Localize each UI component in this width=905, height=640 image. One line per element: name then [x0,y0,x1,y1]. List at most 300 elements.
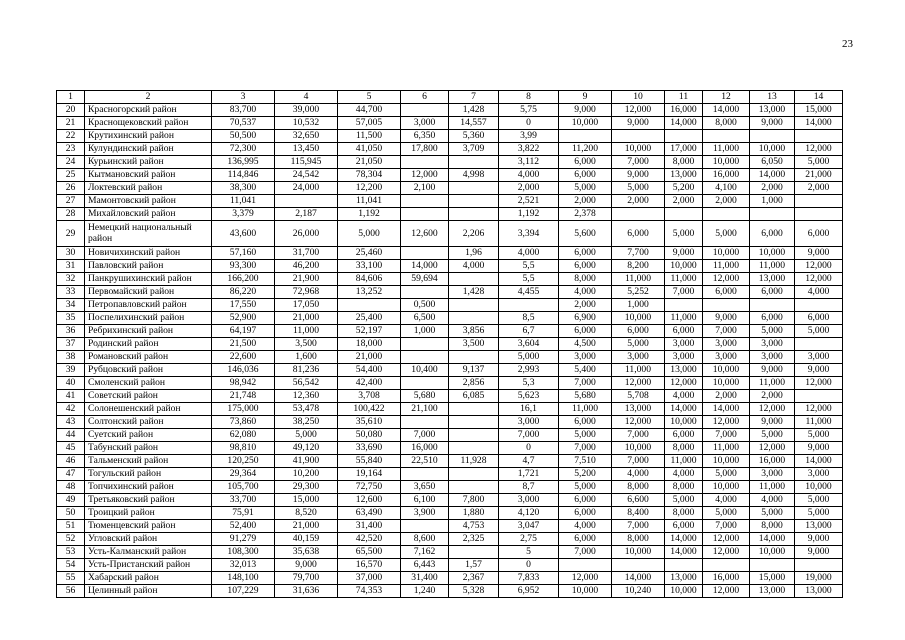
value-cell: 10,000 [750,143,795,156]
value-cell: 33,690 [338,442,401,455]
value-cell: 65,500 [338,546,401,559]
district-name-cell: Тогульский район [85,468,212,481]
row-number-cell: 21 [57,117,85,130]
value-cell: 1,721 [499,468,559,481]
value-cell: 19,164 [338,468,401,481]
value-cell: 10,000 [612,312,665,325]
value-cell: 13,252 [338,286,401,299]
value-cell [449,416,499,429]
value-cell: 2,000 [703,390,750,403]
value-cell: 5 [499,546,559,559]
value-cell: 9,137 [449,364,499,377]
row-number-cell: 35 [57,312,85,325]
value-cell: 17,050 [275,299,338,312]
district-name-cell: Ребрихинский район [85,325,212,338]
value-cell: 35,610 [338,416,401,429]
value-cell: 4,000 [665,468,703,481]
value-cell: 6,000 [559,533,612,546]
value-cell: 11,000 [275,325,338,338]
value-cell: 12,000 [612,377,665,390]
value-cell: 5,328 [449,585,499,598]
value-cell: 11,000 [703,442,750,455]
value-cell [499,299,559,312]
column-number-cell: 11 [665,91,703,104]
column-number-cell: 3 [212,91,275,104]
district-name-cell: Первомайский район [85,286,212,299]
value-cell [612,559,665,572]
value-cell [401,351,449,364]
value-cell: 16,000 [703,169,750,182]
value-cell: 8,200 [612,260,665,273]
district-name-cell: Солонешенский район [85,403,212,416]
table-header [57,91,843,104]
value-cell: 10,200 [275,468,338,481]
value-cell: 2,993 [499,364,559,377]
row-number-cell: 29 [57,221,85,247]
value-cell: 4,120 [499,507,559,520]
table-body [57,104,843,598]
table-row [57,143,843,156]
value-cell [401,377,449,390]
value-cell: 12,600 [401,221,449,247]
value-cell: 6,050 [750,156,795,169]
value-cell: 6,000 [612,325,665,338]
value-cell: 3,500 [449,338,499,351]
value-cell: 14,000 [795,117,843,130]
value-cell [750,559,795,572]
district-name-cell: Михайловский район [85,208,212,221]
value-cell: 11,928 [449,455,499,468]
value-cell: 2,187 [275,208,338,221]
value-cell: 6,000 [559,260,612,273]
row-number-cell: 51 [57,520,85,533]
value-cell: 31,400 [338,520,401,533]
value-cell: 2,325 [449,533,499,546]
value-cell: 5,000 [559,182,612,195]
table-row [57,247,843,260]
table-row [57,403,843,416]
value-cell: 4,500 [559,338,612,351]
value-cell: 57,005 [338,117,401,130]
value-cell: 12,000 [795,143,843,156]
value-cell: 1,428 [449,104,499,117]
row-number-cell: 47 [57,468,85,481]
value-cell: 108,300 [212,546,275,559]
value-cell: 21,900 [275,273,338,286]
row-number-cell: 55 [57,572,85,585]
value-cell: 6,900 [559,312,612,325]
value-cell: 14,000 [665,546,703,559]
value-cell: 11,000 [750,377,795,390]
value-cell: 7,000 [559,377,612,390]
value-cell: 8,7 [499,481,559,494]
value-cell: 21,000 [275,312,338,325]
value-cell: 3,000 [703,351,750,364]
value-cell [401,104,449,117]
value-cell: 22,510 [401,455,449,468]
value-cell: 11,041 [338,195,401,208]
district-name-cell: Павловский район [85,260,212,273]
value-cell: 15,000 [795,104,843,117]
value-cell: 4,7 [499,455,559,468]
value-cell: 10,000 [612,442,665,455]
value-cell [795,338,843,351]
value-cell [795,195,843,208]
value-cell: 4,100 [703,182,750,195]
district-name-cell: Топчихинский район [85,481,212,494]
value-cell: 3,99 [499,130,559,143]
value-cell: 13,450 [275,143,338,156]
value-cell: 37,000 [338,572,401,585]
district-name-cell: Угловский район [85,533,212,546]
value-cell: 11,000 [612,273,665,286]
value-cell: 175,000 [212,403,275,416]
row-number-cell: 22 [57,130,85,143]
value-cell [795,299,843,312]
value-cell: 84,606 [338,273,401,286]
value-cell: 3,000 [750,468,795,481]
value-cell: 1,192 [499,208,559,221]
value-cell: 5,000 [499,351,559,364]
value-cell: 2,206 [449,221,499,247]
value-cell: 46,200 [275,260,338,273]
value-cell: 32,013 [212,559,275,572]
row-number-cell: 20 [57,104,85,117]
district-name-cell: Тюменцевский район [85,520,212,533]
value-cell: 42,400 [338,377,401,390]
value-cell: 16,000 [665,104,703,117]
value-cell: 19,000 [795,572,843,585]
district-name-cell: Троицкий район [85,507,212,520]
value-cell: 7,000 [703,325,750,338]
value-cell: 1,192 [338,208,401,221]
table-row [57,572,843,585]
value-cell: 11,041 [212,195,275,208]
table-row [57,507,843,520]
row-number-cell: 31 [57,260,85,273]
value-cell: 53,478 [275,403,338,416]
column-number-cell: 5 [338,91,401,104]
value-cell [750,299,795,312]
value-cell: 6,500 [401,312,449,325]
value-cell: 16,000 [750,455,795,468]
value-cell: 3,500 [275,338,338,351]
value-cell [449,273,499,286]
district-name-cell: Усть-Калманский район [85,546,212,559]
table-row [57,546,843,559]
value-cell: 9,000 [559,104,612,117]
value-cell: 5,360 [449,130,499,143]
value-cell: 33,700 [212,494,275,507]
value-cell [401,416,449,429]
value-cell: 5,75 [499,104,559,117]
value-cell: 120,250 [212,455,275,468]
table-row [57,260,843,273]
row-number-cell: 26 [57,182,85,195]
value-cell: 93,300 [212,260,275,273]
value-cell: 2,367 [449,572,499,585]
value-cell: 6,100 [401,494,449,507]
value-cell: 6,000 [795,221,843,247]
value-cell: 13,000 [612,403,665,416]
value-cell [449,442,499,455]
row-number-cell: 50 [57,507,85,520]
district-name-cell: Тальменский район [85,455,212,468]
table-row [57,390,843,403]
value-cell [795,208,843,221]
value-cell: 2,000 [750,390,795,403]
value-cell: 13,000 [750,585,795,598]
district-name-cell: Курьинский район [85,156,212,169]
value-cell: 14,000 [401,260,449,273]
value-cell: 14,000 [665,533,703,546]
value-cell: 12,000 [795,273,843,286]
value-cell: 7,000 [612,520,665,533]
value-cell: 81,236 [275,364,338,377]
value-cell: 26,000 [275,221,338,247]
value-cell: 10,000 [559,117,612,130]
value-cell: 6,000 [703,286,750,299]
value-cell: 1,96 [449,247,499,260]
value-cell: 8,000 [665,442,703,455]
value-cell: 10,000 [750,546,795,559]
value-cell: 13,000 [665,169,703,182]
value-cell: 75,91 [212,507,275,520]
value-cell: 3,000 [795,468,843,481]
value-cell [703,130,750,143]
column-number-cell: 10 [612,91,665,104]
value-cell: 5,000 [795,156,843,169]
value-cell: 14,000 [612,572,665,585]
value-cell: 31,400 [401,572,449,585]
value-cell: 4,000 [559,520,612,533]
value-cell: 21,000 [338,351,401,364]
value-cell [449,156,499,169]
value-cell: 4,000 [559,286,612,299]
value-cell: 49,120 [275,442,338,455]
district-name-cell: Кулундинский район [85,143,212,156]
value-cell: 7,833 [499,572,559,585]
value-cell: 7,000 [559,442,612,455]
value-cell: 7,700 [612,247,665,260]
value-cell [275,195,338,208]
value-cell: 2,000 [499,182,559,195]
table-row [57,520,843,533]
value-cell: 1,57 [449,559,499,572]
value-cell: 5,3 [499,377,559,390]
value-cell: 40,159 [275,533,338,546]
value-cell: 136,995 [212,156,275,169]
value-cell: 74,353 [338,585,401,598]
row-number-cell: 42 [57,403,85,416]
value-cell: 79,700 [275,572,338,585]
value-cell: 5,600 [559,221,612,247]
district-name-cell: Романовский район [85,351,212,364]
value-cell: 11,000 [703,260,750,273]
column-number-cell: 13 [750,91,795,104]
value-cell: 3,000 [665,351,703,364]
value-cell [401,286,449,299]
value-cell: 7,000 [703,429,750,442]
table-row [57,208,843,221]
value-cell: 1,240 [401,585,449,598]
table-row [57,117,843,130]
table-row [57,442,843,455]
column-number-cell: 6 [401,91,449,104]
value-cell: 41,050 [338,143,401,156]
header-row [57,91,843,104]
value-cell: 2,521 [499,195,559,208]
value-cell: 98,942 [212,377,275,390]
value-cell: 1,000 [750,195,795,208]
value-cell: 7,000 [665,286,703,299]
table-row [57,182,843,195]
value-cell [559,130,612,143]
value-cell: 11,000 [665,455,703,468]
value-cell [401,195,449,208]
value-cell: 9,000 [275,559,338,572]
value-cell: 6,000 [750,221,795,247]
value-cell: 4,000 [499,169,559,182]
value-cell: 3,604 [499,338,559,351]
value-cell: 13,000 [750,273,795,286]
value-cell: 3,000 [750,338,795,351]
value-cell: 78,304 [338,169,401,182]
value-cell: 52,400 [212,520,275,533]
district-name-cell: Целинный район [85,585,212,598]
value-cell: 9,000 [795,533,843,546]
value-cell [612,130,665,143]
value-cell: 2,000 [750,182,795,195]
column-number-cell: 8 [499,91,559,104]
value-cell: 6,443 [401,559,449,572]
value-cell: 29,364 [212,468,275,481]
row-number-cell: 27 [57,195,85,208]
row-number-cell: 43 [57,416,85,429]
value-cell: 7,000 [612,429,665,442]
value-cell [612,208,665,221]
value-cell: 6,000 [559,325,612,338]
row-number-cell: 45 [57,442,85,455]
value-cell: 9,000 [795,442,843,455]
value-cell: 10,000 [612,546,665,559]
value-cell: 14,557 [449,117,499,130]
value-cell: 5,000 [750,429,795,442]
value-cell: 31,700 [275,247,338,260]
column-number-cell: 7 [449,91,499,104]
value-cell: 5,400 [559,364,612,377]
value-cell: 21,000 [275,520,338,533]
value-cell: 10,000 [703,481,750,494]
value-cell [449,195,499,208]
value-cell: 2,000 [612,195,665,208]
value-cell: 6,000 [665,325,703,338]
value-cell [401,156,449,169]
value-cell: 16,000 [401,442,449,455]
value-cell: 62,080 [212,429,275,442]
row-number-cell: 33 [57,286,85,299]
value-cell: 9,000 [750,416,795,429]
table-row [57,494,843,507]
value-cell: 63,490 [338,507,401,520]
value-cell: 44,700 [338,104,401,117]
value-cell: 11,000 [612,364,665,377]
value-cell [449,429,499,442]
value-cell: 55,840 [338,455,401,468]
district-name-cell: Петропавловский район [85,299,212,312]
value-cell: 10,240 [612,585,665,598]
row-number-cell: 23 [57,143,85,156]
value-cell: 14,000 [665,403,703,416]
table-row [57,325,843,338]
value-cell: 1,880 [449,507,499,520]
row-number-cell: 32 [57,273,85,286]
value-cell: 10,000 [795,481,843,494]
value-cell: 31,636 [275,585,338,598]
column-number-cell: 4 [275,91,338,104]
district-name-cell: Табунский район [85,442,212,455]
value-cell: 3,000 [401,117,449,130]
value-cell: 0 [499,559,559,572]
value-cell: 3,650 [401,481,449,494]
row-number-cell: 38 [57,351,85,364]
value-cell: 8,000 [559,273,612,286]
district-name-cell: Красногорский район [85,104,212,117]
district-name-cell: Кытмановский район [85,169,212,182]
value-cell: 8,000 [665,156,703,169]
value-cell: 10,000 [665,585,703,598]
value-cell: 70,537 [212,117,275,130]
value-cell: 3,900 [401,507,449,520]
value-cell: 6,000 [612,221,665,247]
value-cell: 12,000 [795,377,843,390]
value-cell: 16,570 [338,559,401,572]
value-cell: 10,000 [703,247,750,260]
value-cell: 14,000 [795,455,843,468]
value-cell: 6,000 [795,312,843,325]
value-cell: 3,856 [449,325,499,338]
value-cell: 11,000 [703,143,750,156]
value-cell: 5,000 [795,325,843,338]
value-cell: 4,000 [703,494,750,507]
value-cell: 5,5 [499,260,559,273]
value-cell: 13,000 [665,572,703,585]
value-cell: 72,300 [212,143,275,156]
value-cell: 1,600 [275,351,338,364]
row-number-cell: 30 [57,247,85,260]
value-cell: 3,000 [795,351,843,364]
value-cell: 12,000 [703,273,750,286]
row-number-cell: 54 [57,559,85,572]
value-cell: 57,160 [212,247,275,260]
value-cell: 8,600 [401,533,449,546]
table-row [57,130,843,143]
value-cell: 7,000 [703,520,750,533]
value-cell [795,390,843,403]
district-name-cell: Мамонтовский район [85,195,212,208]
value-cell: 6,952 [499,585,559,598]
value-cell [401,468,449,481]
value-cell: 9,000 [612,117,665,130]
value-cell: 9,000 [750,117,795,130]
value-cell: 11,000 [750,481,795,494]
value-cell: 11,200 [559,143,612,156]
table-row [57,312,843,325]
value-cell: 5,680 [401,390,449,403]
value-cell: 42,520 [338,533,401,546]
value-cell: 21,748 [212,390,275,403]
value-cell: 6,000 [665,520,703,533]
